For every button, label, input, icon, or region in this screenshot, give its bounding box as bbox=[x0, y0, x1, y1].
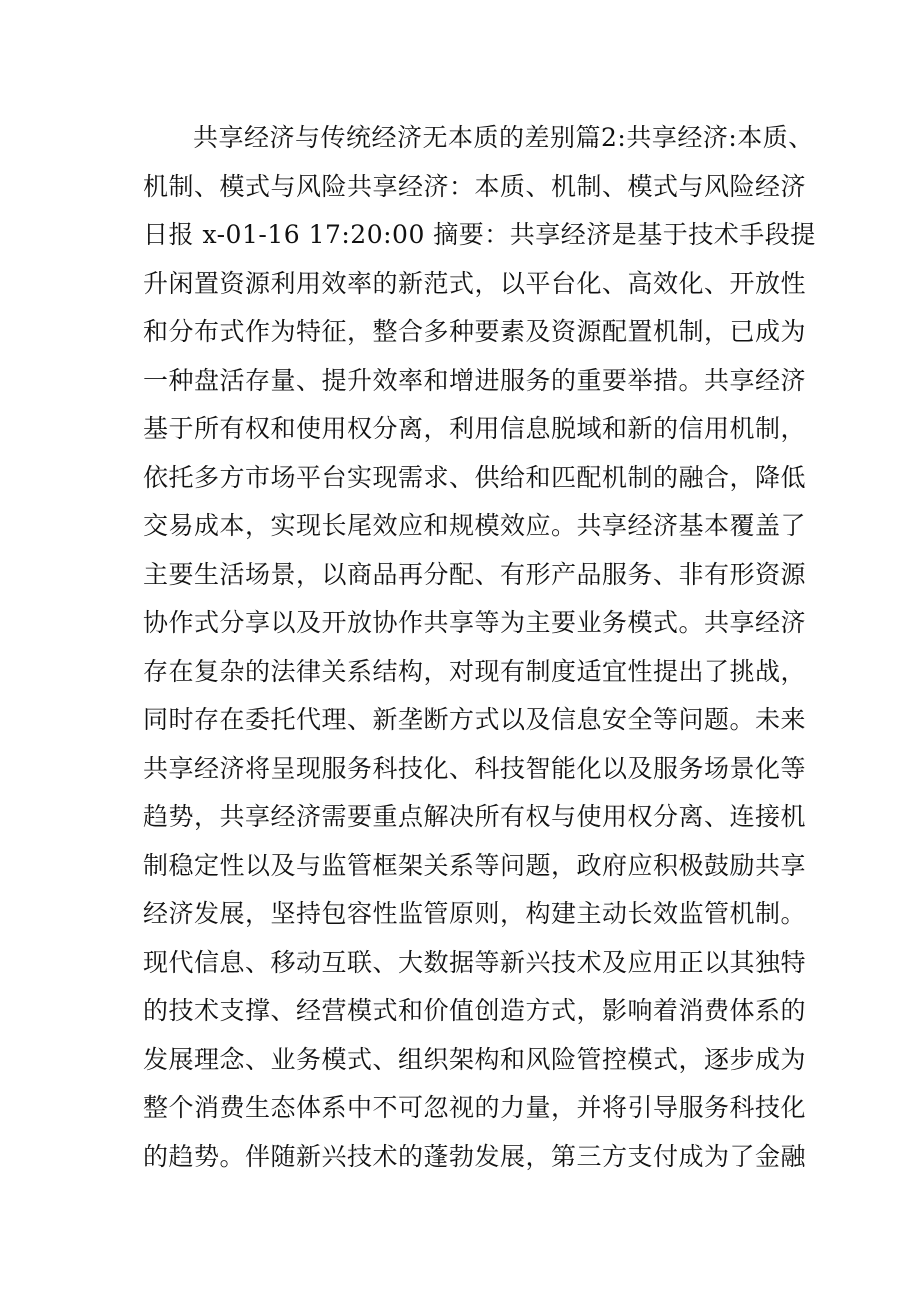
text-line: 趋势，共享经济需要重点解决所有权与使用权分离、连接机 bbox=[143, 802, 807, 831]
text-line: 现代信息、移动互联、大数据等新兴技术及应用正以其独特 bbox=[143, 947, 807, 977]
text-line: 同时存在委托代理、新垄断方式以及信息安全等问题。未来 bbox=[143, 705, 807, 734]
text-line: 机制、模式与风险共享经济：本质、机制、模式与风险经济 bbox=[143, 171, 807, 201]
body-paragraph bbox=[143, 114, 816, 1181]
text-line: 升闲置资源利用效率的新范式，以平台化、高效化、开放性 bbox=[143, 268, 807, 298]
text-line: 协作式分享以及开放协作共享等为主要业务模式。共享经济 bbox=[143, 608, 807, 637]
text-line: 基于所有权和使用权分离，利用信息脱域和新的信用机制， bbox=[143, 414, 807, 443]
text-line: 的趋势。伴随新兴技术的蓬勃发展，第三方支付成为了金融 bbox=[143, 1141, 807, 1171]
text-line: 日报 x-01-16 17:20:00 摘要：共享经济是基于技术手段提 bbox=[143, 220, 816, 249]
text-line: 共享经济将呈现服务科技化、科技智能化以及服务场景化等 bbox=[143, 753, 807, 783]
text-line: 依托多方市场平台实现需求、供给和匹配机制的融合，降低 bbox=[143, 462, 807, 492]
text-line: 的技术支撑、经营模式和价值创造方式，影响着消费体系的 bbox=[143, 996, 807, 1025]
text-line: 发展理念、业务模式、组织架构和风险管控模式，逐步成为 bbox=[143, 1044, 807, 1074]
text-line: 共享经济与传统经济无本质的差别篇2:共享经济:本质、 bbox=[193, 123, 814, 152]
text-line: 存在复杂的法律关系结构，对现有制度适宜性提出了挑战， bbox=[143, 656, 807, 686]
text-line: 主要生活场景，以商品再分配、有形产品服务、非有形资源 bbox=[143, 559, 807, 589]
text-line: 一种盘活存量、提升效率和增进服务的重要举措。共享经济 bbox=[143, 365, 807, 395]
text-line: 整个消费生态体系中不可忽视的力量，并将引导服务科技化 bbox=[143, 1093, 807, 1122]
text-line: 和分布式作为特征，整合多种要素及资源配置机制，已成为 bbox=[143, 317, 807, 346]
text-line: 交易成本，实现长尾效应和规模效应。共享经济基本覆盖了 bbox=[143, 511, 807, 540]
text-line: 制稳定性以及与监管框架关系等问题，政府应积极鼓励共享 bbox=[143, 850, 807, 880]
text-line: 经济发展，坚持包容性监管原则，构建主动长效监管机制。 bbox=[143, 899, 807, 928]
